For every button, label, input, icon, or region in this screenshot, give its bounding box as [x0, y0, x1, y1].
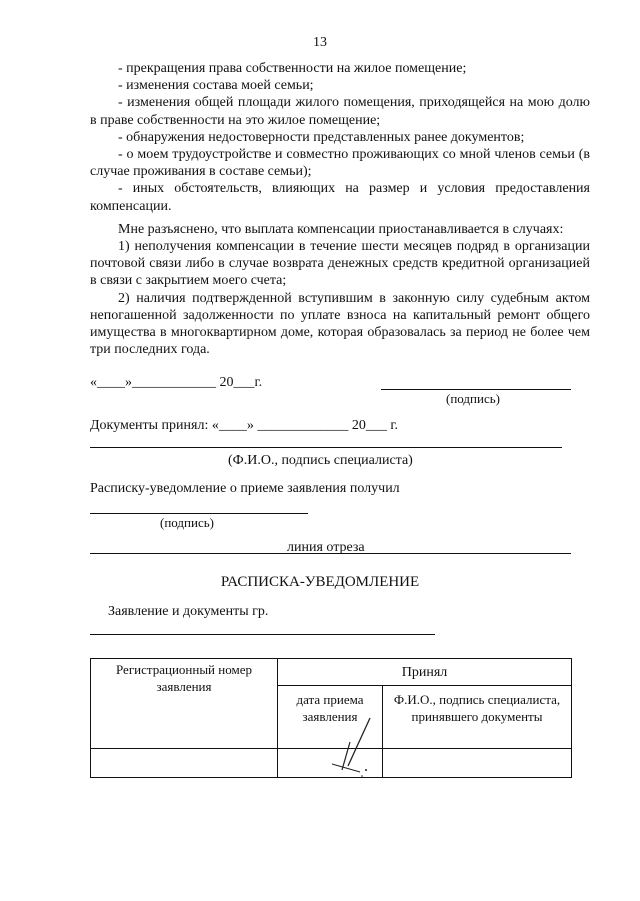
table-cell — [383, 749, 572, 778]
list-item: - о моем трудоустройстве и совместно проживающих со мной членов семьи (в случае проживания в составе семьи); — [90, 147, 590, 180]
list-item: - изменения состава моей семьи; — [118, 78, 314, 94]
fio-header: Ф.И.О., подпись специалиста, принявшего документы — [383, 686, 572, 749]
signature-caption: (подпись) — [446, 391, 500, 406]
applicant-name-line — [90, 620, 435, 635]
receiver-signature-line — [90, 498, 308, 514]
document-body — [90, 60, 590, 358]
specialist-line — [90, 432, 562, 448]
reg-number-header: Регистрационный номер заявления — [91, 659, 278, 749]
handwritten-mark — [320, 712, 390, 782]
list-item: - изменения общей площади жилого помещения, приходящейся на мою долю в праве собственности на это жилое помещение; — [90, 95, 590, 128]
table-row — [91, 659, 572, 686]
accepted-header: Принял — [278, 659, 572, 686]
suspension-item: 1) неполучения компенсации в течение шести месяцев подряд в организации почтовой связи либо в случае возврата денежных средств кредитной организацией в связи с закрытием моего счета; — [90, 239, 590, 289]
specialist-caption: (Ф.И.О., подпись специалиста) — [228, 453, 413, 468]
date-line: «____»____________ 20___г. — [90, 375, 263, 390]
date-header: дата приема заявления — [278, 686, 383, 749]
table-cell — [91, 749, 278, 778]
receipt-title: РАСПИСКА-УВЕДОМЛЕНИЕ — [220, 574, 420, 590]
signature-line — [381, 375, 571, 390]
list-item: - иных обстоятельств, влияющих на размер и условия предоставления компенсации. — [90, 181, 590, 214]
receipt-received: Расписку-уведомление о приеме заявления получил — [90, 481, 400, 496]
receiver-signature-caption: (подпись) — [160, 515, 214, 530]
application-docs: Заявление и документы гр. — [108, 604, 269, 619]
suspension-intro: Мне разъяснено, что выплата компенсации приостанавливается в случаях: — [118, 221, 564, 237]
page-number: 13 — [313, 35, 327, 50]
list-item: - прекращения права собственности на жилое помещение; — [118, 61, 467, 76]
suspension-item: 2) наличия подтвержденной вступившим в законную силу судебным актом непогашенной задолженности по уплате взноса на капитальный ремонт общего имущества в многоквартирном доме, которая образовалась за период не более чем три последних года. — [90, 290, 590, 358]
cut-line-label: линия отреза — [287, 540, 365, 555]
docs-accepted: Документы принял: «____» _____________ 20___ г. — [90, 418, 399, 433]
list-item: - обнаружения недостоверности представленных ранее документов; — [118, 129, 525, 145]
